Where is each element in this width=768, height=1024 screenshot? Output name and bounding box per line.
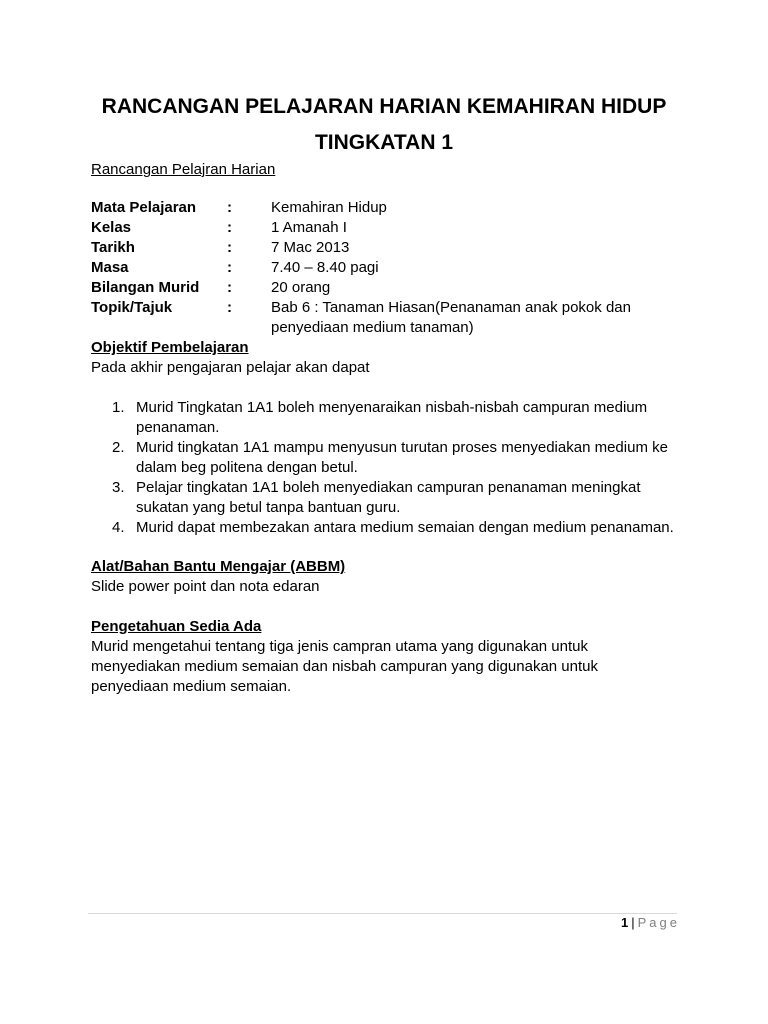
title-line-1: RANCANGAN PELAJARAN HARIAN KEMAHIRAN HIDUP xyxy=(101,95,667,118)
info-label: Kelas xyxy=(91,219,132,236)
list-item xyxy=(91,438,691,478)
info-value: Bab 6 : Tanaman Hiasan(Penanaman anak pokok dan penyediaan medium tanaman) xyxy=(271,299,631,336)
info-row-student-count xyxy=(91,278,691,298)
objectives-heading: Objektif Pembelajaran xyxy=(91,339,249,356)
info-label: Mata Pelajaran xyxy=(91,199,197,216)
footer-separator: | xyxy=(631,915,635,930)
info-value: 1 Amanah I xyxy=(271,219,347,236)
info-value: 7.40 – 8.40 pagi xyxy=(271,259,379,276)
info-separator: : xyxy=(227,199,232,216)
info-separator: : xyxy=(227,299,232,316)
list-number: 4. xyxy=(112,519,125,536)
page-footer xyxy=(621,915,680,931)
list-text: Murid Tingkatan 1A1 boleh menyenaraikan nisbah-nisbah campuran medium penanaman. xyxy=(136,399,648,436)
list-item xyxy=(91,398,691,438)
info-separator: : xyxy=(227,219,232,236)
title-line-2: TINGKATAN 1 xyxy=(314,131,454,154)
prior-knowledge-text: Murid mengetahui tentang tiga jenis campran utama yang digunakan untuk menyediakan medium semaian dan nisbah campuran yang digunakan untuk penyediaan medium semaian. xyxy=(91,638,598,695)
list-text: Murid dapat membezakan antara medium semaian dengan medium penanaman. xyxy=(136,519,674,536)
info-value: 20 orang xyxy=(271,279,331,296)
info-label: Tarikh xyxy=(91,239,135,256)
list-number: 3. xyxy=(112,479,125,496)
info-table xyxy=(91,198,691,338)
abbm-heading: Alat/Bahan Bantu Mengajar (ABBM) xyxy=(91,558,346,575)
document-body xyxy=(91,160,691,697)
prior-knowledge-section xyxy=(91,617,691,697)
info-row-class xyxy=(91,218,691,238)
info-separator: : xyxy=(227,279,232,296)
list-text: Pelajar tingkatan 1A1 boleh menyediakan campuran penanaman meningkat sukatan yang betul tanpa bantuan guru. xyxy=(136,479,641,516)
info-value: Kemahiran Hidup xyxy=(271,199,387,216)
info-label: Topik/Tajuk xyxy=(91,299,173,316)
abbm-section xyxy=(91,557,691,597)
list-item xyxy=(91,478,691,518)
info-row-topic xyxy=(91,298,691,338)
prior-knowledge-heading: Pengetahuan Sedia Ada xyxy=(91,618,262,635)
footer-divider xyxy=(88,913,677,914)
info-separator: : xyxy=(227,259,232,276)
objectives-list xyxy=(91,398,691,538)
page-label: Page xyxy=(637,915,680,930)
info-label: Bilangan Murid xyxy=(91,279,200,296)
objectives-intro: Pada akhir pengajaran pelajar akan dapat xyxy=(91,359,370,376)
list-number: 2. xyxy=(112,439,125,456)
info-separator: : xyxy=(227,239,232,256)
list-text: Murid tingkatan 1A1 mampu menyusun turutan proses menyediakan medium ke dalam beg politena dengan betul. xyxy=(136,439,668,476)
page-number: 1 xyxy=(621,915,629,930)
list-number: 1. xyxy=(112,399,125,416)
info-row-time xyxy=(91,258,691,278)
info-label: Masa xyxy=(91,259,129,276)
document-title xyxy=(0,89,768,161)
list-item xyxy=(91,518,691,538)
subtitle: Rancangan Pelajran Harian xyxy=(91,161,276,178)
info-value: 7 Mac 2013 xyxy=(271,239,350,256)
info-row-subject xyxy=(91,198,691,218)
info-row-date xyxy=(91,238,691,258)
abbm-text: Slide power point dan nota edaran xyxy=(91,578,320,595)
